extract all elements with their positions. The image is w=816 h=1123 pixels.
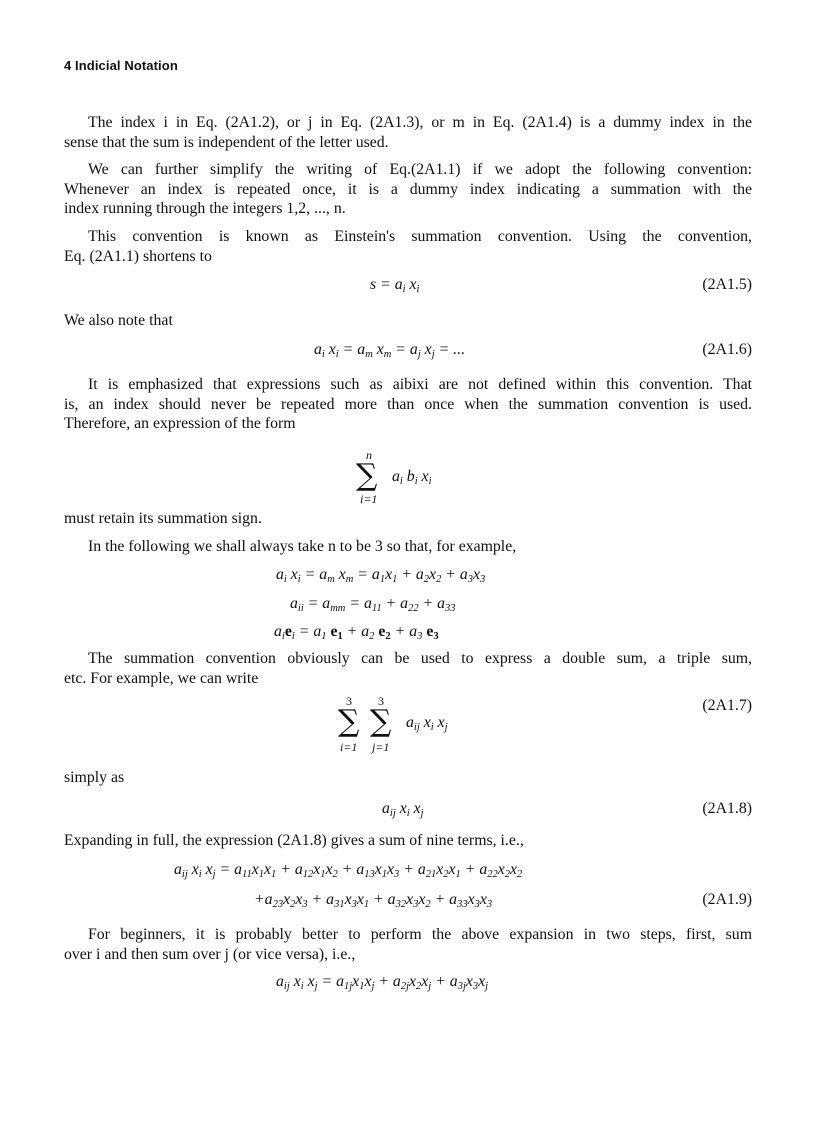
para-line: sense that the sum is independent of the letter used. [64,133,389,151]
equation-number: (2A1.9) [702,891,752,908]
para-line: The index i in Eq. (2A1.2), or j in Eq. (2A1.3), or m in Eq. (2A1.4) is a dummy index in the [88,114,752,131]
para-line: simply as [64,769,125,786]
para-line: must retain its summation sign. [64,510,262,527]
equation-2A1-8 [64,800,752,824]
equation-2A1-5 [64,276,752,300]
equation-expression: $a_ie_i = a_1$ $e_1 + a_2$ $e_2 + a_3$ $e_3$ [274,623,439,642]
lower-limit: j=1 [372,740,390,754]
equation-2A1-6 [64,341,752,365]
para-line: The summation convention obviously can be used to express a double sum, a triple sum, [88,650,752,667]
upper-limit: n [366,448,372,462]
equation-expression: $+a_{23}x_2x_3 + a_{31}x_3x_1 + a_{32}x_3x_2 + a_{33}x_3x_3$ [254,891,493,910]
running-head: 4 Indicial Notation [64,58,178,73]
equation-expression: $a_{ij}$ $x_i$ $x_j = a_{11}x_1x_1 + a_{12}x_1x_2 + a_{13}x_1x_3 + a_{21}x_2x_1 + a_{22}x_2x_2$ [174,861,523,880]
para-line: is, an index should never be repeated more than once when the summation convention is used. [64,395,752,413]
para-line: Whenever an index is repeated once, it is a dummy index indicating a summation with the [64,180,752,198]
example-equation-3 [64,623,752,647]
double-summation [338,694,498,758]
equation-number: (2A1.6) [702,341,752,358]
equation-expression: $a_i$ $x_i = a_m$ $x_m = a_1x_1 + a_2x_2 + a_3x_3$ [276,566,486,585]
para-line: Eq. (2A1.1) shortens to [64,247,212,265]
equation-number: (2A1.5) [702,276,752,293]
para-line: For beginners, it is probably better to perform the above expansion in two steps, first, sum [88,926,752,943]
equation-number: (2A1.8) [702,800,752,817]
para-line: This convention is known as Einstein's summation convention. Using the convention, [88,228,752,245]
lower-limit: i=1 [340,740,358,754]
paragraph-retain-sign [64,509,752,529]
paragraph-dummy-index [64,113,752,152]
para-line: etc. For example, we can write [64,669,259,687]
equation-2A1-9-line2 [64,891,752,915]
equation-number: (2A1.7) [702,697,752,714]
final-equation [64,973,752,997]
para-line: We also note that [64,312,173,329]
paragraph-also-note [64,311,752,331]
upper-limit: 3 [346,694,352,708]
upper-limit: 3 [378,694,384,708]
sigma-symbol: ∑ [338,704,360,739]
paragraph-einstein [64,227,752,266]
paragraph-simply-as [64,768,752,788]
summand: $a_i$ $b_i$ $x_i$ [392,468,432,487]
lower-limit: i=1 [360,492,378,506]
para-line: In the following we shall always take n to be 3 so that, for example, [88,538,517,555]
summand: $a_{ij}$ $x_i$ $x_j$ [406,714,448,733]
sigma-symbol: ∑ [356,458,378,493]
equation-expression: $a_{ii} = a_{mm} = a_{11} + a_{22} + a_{33}$ [290,595,456,614]
equation-expression: $s = a_i$ $x_i$ [370,276,420,295]
para-line: Expanding in full, the expression (2A1.8) gives a sum of nine terms, i.e., [64,832,524,849]
example-equation-1 [64,566,752,590]
para-line: over i and then sum over j (or vice versa), i.e., [64,945,356,963]
equation-2A1-9-line1 [64,861,752,885]
para-line: It is emphasized that expressions such as aibixi are not defined within this convention. That [88,376,752,393]
paragraph-beginners [64,925,752,964]
example-equation-2 [64,595,752,619]
paragraph-double-sum [64,649,752,688]
equation-expression: $a_{ij}$ $x_i$ $x_j = a_{1j}x_1x_j + a_{2j}x_2x_j + a_{3j}x_3x_j$ [276,973,489,992]
paragraph-expanding [64,831,752,851]
paragraph-convention [64,160,752,219]
paragraph-emphasized [64,375,752,434]
para-line: Therefore, an expression of the form [64,415,296,433]
equation-expression: $a_i$ $x_i = a_m$ $x_m = a_j$ $x_j$ = ... [314,341,466,360]
paragraph-n-equals-3 [64,537,752,557]
para-line: We can further simplify the writing of Eq.(2A1.1) if we adopt the following convention: [88,161,752,178]
equation-expression: $a_{ij}$ $x_i$ $x_j$ [382,800,424,819]
sigma-symbol: ∑ [370,704,392,739]
para-line: index running through the integers 1,2, ..., n. [64,200,346,218]
summation-expression [356,448,476,508]
